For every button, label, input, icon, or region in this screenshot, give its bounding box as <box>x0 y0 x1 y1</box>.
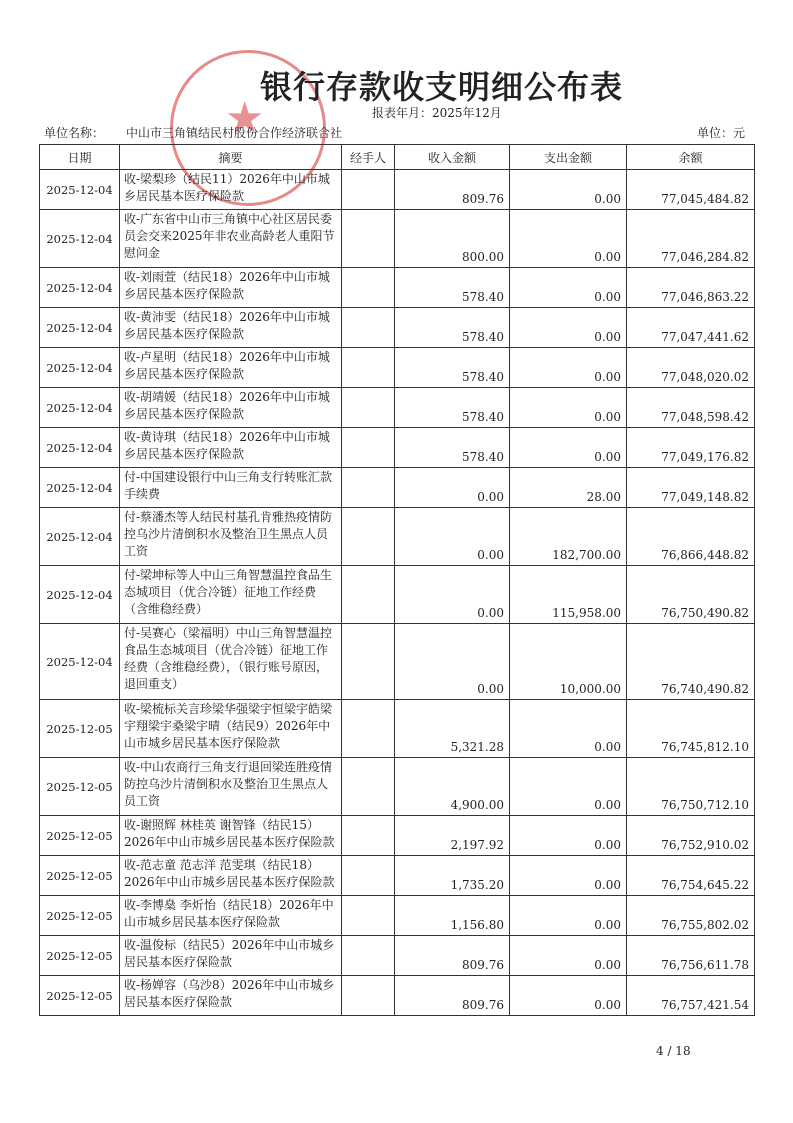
row-memo: 收-温俊标（结民5）2026年中山市城乡居民基本医疗保险款 <box>120 936 342 976</box>
row-date: 2025-12-04 <box>40 508 120 566</box>
row-handler <box>342 170 395 210</box>
row-handler <box>342 348 395 388</box>
row-memo: 收-卢星明（结民18）2026年中山市城乡居民基本医疗保险款 <box>120 348 342 388</box>
row-income: 2,197.92 <box>395 816 510 856</box>
row-expense: 0.00 <box>510 700 627 758</box>
table-row <box>40 308 755 348</box>
row-handler <box>342 816 395 856</box>
row-date: 2025-12-04 <box>40 566 120 624</box>
seal-star-icon: ★ <box>225 93 265 144</box>
page-number: 4 / 18 <box>656 1044 691 1058</box>
row-expense: 0.00 <box>510 268 627 308</box>
column-header-income: 收入金额 <box>395 145 510 170</box>
row-handler <box>342 700 395 758</box>
row-memo: 收-胡靖媛（结民18）2026年中山市城乡居民基本医疗保险款 <box>120 388 342 428</box>
row-handler <box>342 624 395 700</box>
row-memo: 收-杨婵容（乌沙8）2026年中山市城乡居民基本医疗保险款 <box>120 976 342 1016</box>
row-balance: 76,757,421.54 <box>627 976 755 1016</box>
row-memo: 付-蔡潘杰等人结民村基孔肯雅热疫情防控乌沙片清倒积水及整治卫生黑点人员工资 <box>120 508 342 566</box>
row-date: 2025-12-04 <box>40 468 120 508</box>
row-expense: 115,958.00 <box>510 566 627 624</box>
row-balance: 76,750,712.10 <box>627 758 755 816</box>
table-row <box>40 468 755 508</box>
row-date: 2025-12-04 <box>40 348 120 388</box>
ledger-table <box>39 144 755 1016</box>
table-row <box>40 508 755 566</box>
row-balance: 77,049,176.82 <box>627 428 755 468</box>
row-expense: 0.00 <box>510 428 627 468</box>
column-header-date: 日期 <box>40 145 120 170</box>
table-row <box>40 700 755 758</box>
row-expense: 0.00 <box>510 210 627 268</box>
row-income: 578.40 <box>395 388 510 428</box>
row-income: 4,900.00 <box>395 758 510 816</box>
row-date: 2025-12-05 <box>40 700 120 758</box>
report-period: 报表年月：2025年12月 <box>372 106 502 120</box>
row-memo: 收-黄诗琪（结民18）2026年中山市城乡居民基本医疗保险款 <box>120 428 342 468</box>
row-handler <box>342 976 395 1016</box>
row-memo: 收-黄沛雯（结民18）2026年中山市城乡居民基本医疗保险款 <box>120 308 342 348</box>
row-balance: 76,750,490.82 <box>627 566 755 624</box>
row-expense: 28.00 <box>510 468 627 508</box>
row-expense: 0.00 <box>510 976 627 1016</box>
row-memo: 收-广东省中山市三角镇中心社区居民委员会交来2025年非农业高龄老人重阳节慰问金 <box>120 210 342 268</box>
row-memo: 收-中山农商行三角支行退回梁连胜疫情防控乌沙片清倒积水及整治卫生黑点人员工资 <box>120 758 342 816</box>
table-row <box>40 976 755 1016</box>
page-title: 银行存款收支明细公布表 <box>260 68 624 106</box>
row-balance: 76,740,490.82 <box>627 624 755 700</box>
row-date: 2025-12-05 <box>40 976 120 1016</box>
row-date: 2025-12-04 <box>40 210 120 268</box>
currency-unit: 单位：元 <box>696 126 745 140</box>
table-row <box>40 758 755 816</box>
table-row <box>40 348 755 388</box>
row-date: 2025-12-05 <box>40 758 120 816</box>
row-expense: 0.00 <box>510 348 627 388</box>
row-balance: 76,752,910.02 <box>627 816 755 856</box>
row-balance: 76,866,448.82 <box>627 508 755 566</box>
row-income: 0.00 <box>395 508 510 566</box>
unit-name-line <box>44 124 342 141</box>
row-handler <box>342 856 395 896</box>
column-header-balance: 余额 <box>627 145 755 170</box>
table-row <box>40 388 755 428</box>
table-row <box>40 936 755 976</box>
row-expense: 0.00 <box>510 896 627 936</box>
row-handler <box>342 388 395 428</box>
row-handler <box>342 566 395 624</box>
row-memo: 收-梁梳标关言珍梁华强梁宇恒梁宇皓梁宇翔梁宇桑梁宇晴（结民9）2026年中山市城乡居民基本医疗保险款 <box>120 700 342 758</box>
row-date: 2025-12-04 <box>40 428 120 468</box>
column-header-memo: 摘要 <box>120 145 342 170</box>
row-date: 2025-12-05 <box>40 936 120 976</box>
row-balance: 77,049,148.82 <box>627 468 755 508</box>
row-date: 2025-12-05 <box>40 896 120 936</box>
row-income: 0.00 <box>395 624 510 700</box>
row-memo: 收-梁梨珍（结民11）2026年中山市城乡居民基本医疗保险款 <box>120 170 342 210</box>
table-row <box>40 268 755 308</box>
row-income: 800.00 <box>395 210 510 268</box>
row-memo: 收-李博燊 李炘怡（结民18）2026年中山市城乡居民基本医疗保险款 <box>120 896 342 936</box>
row-expense: 0.00 <box>510 936 627 976</box>
row-handler <box>342 758 395 816</box>
row-expense: 0.00 <box>510 856 627 896</box>
row-income: 0.00 <box>395 468 510 508</box>
row-balance: 76,756,611.78 <box>627 936 755 976</box>
row-income: 0.00 <box>395 566 510 624</box>
row-handler <box>342 508 395 566</box>
table-header-row <box>40 145 755 170</box>
table-row <box>40 566 755 624</box>
table-row <box>40 856 755 896</box>
row-income: 1,735.20 <box>395 856 510 896</box>
row-balance: 76,754,645.22 <box>627 856 755 896</box>
row-memo: 付-吴赛心（梁福明）中山三角智慧温控食品生态城项目（优合冷链）征地工作经费（含维稳经费），（银行账号原因，退回重支） <box>120 624 342 700</box>
row-income: 5,321.28 <box>395 700 510 758</box>
row-balance: 77,045,484.82 <box>627 170 755 210</box>
row-handler <box>342 468 395 508</box>
row-handler <box>342 308 395 348</box>
table-row <box>40 624 755 700</box>
row-expense: 182,700.00 <box>510 508 627 566</box>
row-handler <box>342 896 395 936</box>
row-income: 809.76 <box>395 170 510 210</box>
row-expense: 0.00 <box>510 816 627 856</box>
row-handler <box>342 268 395 308</box>
row-balance: 77,046,863.22 <box>627 268 755 308</box>
row-expense: 0.00 <box>510 308 627 348</box>
row-expense: 0.00 <box>510 388 627 428</box>
row-date: 2025-12-05 <box>40 816 120 856</box>
row-expense: 0.00 <box>510 758 627 816</box>
row-balance: 77,046,284.82 <box>627 210 755 268</box>
row-date: 2025-12-04 <box>40 308 120 348</box>
row-memo: 收-刘雨萱（结民18）2026年中山市城乡居民基本医疗保险款 <box>120 268 342 308</box>
row-memo: 付-梁坤标等人中山三角智慧温控食品生态城项目（优合冷链）征地工作经费（含维稳经费） <box>120 566 342 624</box>
unit-name-value: 中山市三角镇结民村股份合作经济联合社 <box>126 126 343 140</box>
table-row <box>40 896 755 936</box>
row-date: 2025-12-04 <box>40 170 120 210</box>
row-date: 2025-12-04 <box>40 624 120 700</box>
row-date: 2025-12-04 <box>40 388 120 428</box>
row-balance: 76,745,812.10 <box>627 700 755 758</box>
row-date: 2025-12-05 <box>40 856 120 896</box>
row-income: 809.76 <box>395 936 510 976</box>
row-memo: 付-中国建设银行中山三角支行转账汇款手续费 <box>120 468 342 508</box>
column-header-handler: 经手人 <box>342 145 395 170</box>
row-date: 2025-12-04 <box>40 268 120 308</box>
row-income: 578.40 <box>395 428 510 468</box>
row-memo: 收-谢照辉 林桂英 谢智锋（结民15）2026年中山市城乡居民基本医疗保险款 <box>120 816 342 856</box>
row-income: 578.40 <box>395 268 510 308</box>
row-handler <box>342 428 395 468</box>
unit-name-label: 单位名称： <box>44 126 105 140</box>
row-income: 1,156.80 <box>395 896 510 936</box>
row-expense: 10,000.00 <box>510 624 627 700</box>
row-expense: 0.00 <box>510 170 627 210</box>
column-header-expense: 支出金额 <box>510 145 627 170</box>
row-memo: 收-范志童 范志洋 范雯琪（结民18）2026年中山市城乡居民基本医疗保险款 <box>120 856 342 896</box>
table-row <box>40 170 755 210</box>
row-balance: 77,048,598.42 <box>627 388 755 428</box>
row-balance: 77,047,441.62 <box>627 308 755 348</box>
table-row <box>40 816 755 856</box>
row-income: 578.40 <box>395 308 510 348</box>
row-handler <box>342 936 395 976</box>
row-balance: 77,048,020.02 <box>627 348 755 388</box>
row-handler <box>342 210 395 268</box>
row-income: 809.76 <box>395 976 510 1016</box>
table-row <box>40 428 755 468</box>
table-row <box>40 210 755 268</box>
row-income: 578.40 <box>395 348 510 388</box>
row-balance: 76,755,802.02 <box>627 896 755 936</box>
